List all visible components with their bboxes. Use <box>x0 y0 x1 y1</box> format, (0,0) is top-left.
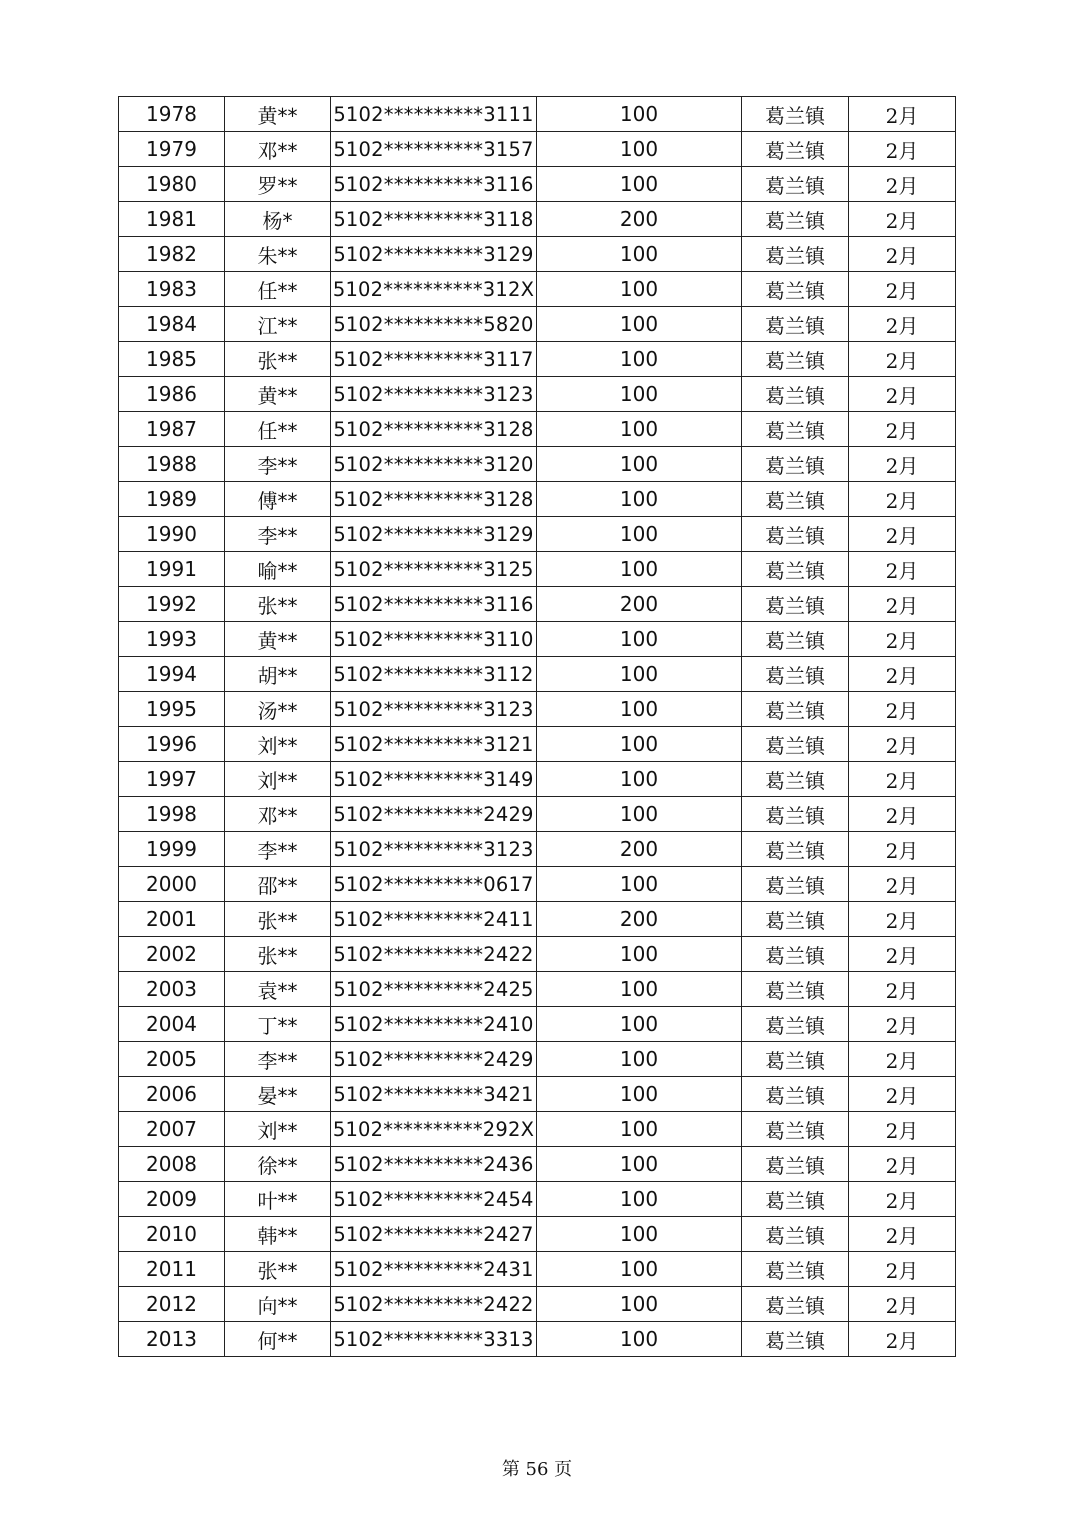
name-cell: 李** <box>225 832 331 867</box>
month-cell: 2月 <box>849 272 956 307</box>
amount-cell: 100 <box>537 692 742 727</box>
town-cell: 葛兰镇 <box>742 447 849 482</box>
month-cell: 2月 <box>849 832 956 867</box>
amount-cell: 100 <box>537 1042 742 1077</box>
town-cell: 葛兰镇 <box>742 132 849 167</box>
month-cell: 2月 <box>849 447 956 482</box>
month-cell: 2月 <box>849 482 956 517</box>
id-number-cell: 5102**********3121 <box>331 727 537 762</box>
amount-cell: 100 <box>537 762 742 797</box>
serial-number-cell: 2003 <box>119 972 225 1007</box>
town-cell: 葛兰镇 <box>742 657 849 692</box>
town-cell: 葛兰镇 <box>742 482 849 517</box>
table-row <box>119 1217 956 1252</box>
id-number-cell: 5102**********3128 <box>331 482 537 517</box>
month-cell: 2月 <box>849 1147 956 1182</box>
id-number-cell: 5102**********3128 <box>331 412 537 447</box>
table-row <box>119 1252 956 1287</box>
amount-cell: 100 <box>537 447 742 482</box>
table-row <box>119 202 956 237</box>
id-number-cell: 5102**********3116 <box>331 167 537 202</box>
serial-number-cell: 1986 <box>119 377 225 412</box>
month-cell: 2月 <box>849 1252 956 1287</box>
month-cell: 2月 <box>849 1112 956 1147</box>
amount-cell: 100 <box>537 517 742 552</box>
amount-cell: 100 <box>537 1147 742 1182</box>
id-number-cell: 5102**********3110 <box>331 622 537 657</box>
town-cell: 葛兰镇 <box>742 1077 849 1112</box>
serial-number-cell: 1996 <box>119 727 225 762</box>
serial-number-cell: 1978 <box>119 97 225 132</box>
serial-number-cell: 1981 <box>119 202 225 237</box>
table-row <box>119 377 956 412</box>
name-cell: 晏** <box>225 1077 331 1112</box>
table-row <box>119 342 956 377</box>
name-cell: 李** <box>225 1042 331 1077</box>
table-row <box>119 622 956 657</box>
amount-cell: 100 <box>537 1287 742 1322</box>
id-number-cell: 5102**********2422 <box>331 937 537 972</box>
id-number-cell: 5102**********3123 <box>331 377 537 412</box>
serial-number-cell: 1995 <box>119 692 225 727</box>
name-cell: 向** <box>225 1287 331 1322</box>
month-cell: 2月 <box>849 552 956 587</box>
id-number-cell: 5102**********3116 <box>331 587 537 622</box>
town-cell: 葛兰镇 <box>742 1252 849 1287</box>
table-row <box>119 972 956 1007</box>
id-number-cell: 5102**********3117 <box>331 342 537 377</box>
table-row <box>119 1112 956 1147</box>
table-row <box>119 412 956 447</box>
table-row <box>119 937 956 972</box>
serial-number-cell: 1997 <box>119 762 225 797</box>
serial-number-cell: 1980 <box>119 167 225 202</box>
month-cell: 2月 <box>849 412 956 447</box>
name-cell: 张** <box>225 937 331 972</box>
id-number-cell: 5102**********2429 <box>331 797 537 832</box>
name-cell: 韩** <box>225 1217 331 1252</box>
amount-cell: 100 <box>537 797 742 832</box>
id-number-cell: 5102**********3129 <box>331 517 537 552</box>
id-number-cell: 5102**********2410 <box>331 1007 537 1042</box>
serial-number-cell: 1989 <box>119 482 225 517</box>
table-row <box>119 762 956 797</box>
month-cell: 2月 <box>849 692 956 727</box>
id-number-cell: 5102**********2436 <box>331 1147 537 1182</box>
serial-number-cell: 1990 <box>119 517 225 552</box>
month-cell: 2月 <box>849 1287 956 1322</box>
amount-cell: 200 <box>537 902 742 937</box>
town-cell: 葛兰镇 <box>742 727 849 762</box>
amount-cell: 100 <box>537 657 742 692</box>
id-number-cell: 5102**********3157 <box>331 132 537 167</box>
town-cell: 葛兰镇 <box>742 237 849 272</box>
name-cell: 喻** <box>225 552 331 587</box>
month-cell: 2月 <box>849 97 956 132</box>
id-number-cell: 5102**********292X <box>331 1112 537 1147</box>
serial-number-cell: 2005 <box>119 1042 225 1077</box>
amount-cell: 100 <box>537 972 742 1007</box>
month-cell: 2月 <box>849 972 956 1007</box>
table-row <box>119 1007 956 1042</box>
table-row <box>119 902 956 937</box>
table-row <box>119 272 956 307</box>
id-number-cell: 5102**********3313 <box>331 1322 537 1357</box>
table-row <box>119 1077 956 1112</box>
month-cell: 2月 <box>849 1077 956 1112</box>
id-number-cell: 5102**********3118 <box>331 202 537 237</box>
town-cell: 葛兰镇 <box>742 342 849 377</box>
town-cell: 葛兰镇 <box>742 902 849 937</box>
serial-number-cell: 2001 <box>119 902 225 937</box>
name-cell: 江** <box>225 307 331 342</box>
name-cell: 黄** <box>225 622 331 657</box>
page-number: 第 56 页 <box>501 1459 573 1480</box>
amount-cell: 100 <box>537 237 742 272</box>
serial-number-cell: 2011 <box>119 1252 225 1287</box>
table-row <box>119 1042 956 1077</box>
month-cell: 2月 <box>849 342 956 377</box>
amount-cell: 100 <box>537 97 742 132</box>
amount-cell: 100 <box>537 272 742 307</box>
serial-number-cell: 2004 <box>119 1007 225 1042</box>
serial-number-cell: 1993 <box>119 622 225 657</box>
town-cell: 葛兰镇 <box>742 832 849 867</box>
month-cell: 2月 <box>849 622 956 657</box>
name-cell: 邵** <box>225 867 331 902</box>
id-number-cell: 5102**********3149 <box>331 762 537 797</box>
amount-cell: 100 <box>537 622 742 657</box>
table-row <box>119 1147 956 1182</box>
amount-cell: 100 <box>537 727 742 762</box>
name-cell: 邓** <box>225 132 331 167</box>
town-cell: 葛兰镇 <box>742 1217 849 1252</box>
amount-cell: 100 <box>537 132 742 167</box>
name-cell: 张** <box>225 902 331 937</box>
table-row <box>119 1287 956 1322</box>
month-cell: 2月 <box>849 1217 956 1252</box>
id-number-cell: 5102**********2422 <box>331 1287 537 1322</box>
serial-number-cell: 2012 <box>119 1287 225 1322</box>
name-cell: 杨* <box>225 202 331 237</box>
town-cell: 葛兰镇 <box>742 622 849 657</box>
town-cell: 葛兰镇 <box>742 412 849 447</box>
town-cell: 葛兰镇 <box>742 972 849 1007</box>
table-row <box>119 797 956 832</box>
name-cell: 任** <box>225 412 331 447</box>
month-cell: 2月 <box>849 307 956 342</box>
name-cell: 李** <box>225 447 331 482</box>
name-cell: 胡** <box>225 657 331 692</box>
table-body <box>119 97 956 1357</box>
name-cell: 张** <box>225 1252 331 1287</box>
amount-cell: 100 <box>537 1182 742 1217</box>
month-cell: 2月 <box>849 797 956 832</box>
table-row <box>119 1322 956 1357</box>
table-row <box>119 97 956 132</box>
table-row <box>119 832 956 867</box>
month-cell: 2月 <box>849 132 956 167</box>
town-cell: 葛兰镇 <box>742 797 849 832</box>
amount-cell: 100 <box>537 1007 742 1042</box>
name-cell: 黄** <box>225 377 331 412</box>
id-number-cell: 5102**********5820 <box>331 307 537 342</box>
amount-cell: 200 <box>537 202 742 237</box>
serial-number-cell: 2002 <box>119 937 225 972</box>
serial-number-cell: 1994 <box>119 657 225 692</box>
month-cell: 2月 <box>849 587 956 622</box>
name-cell: 刘** <box>225 762 331 797</box>
town-cell: 葛兰镇 <box>742 167 849 202</box>
serial-number-cell: 1979 <box>119 132 225 167</box>
name-cell: 刘** <box>225 727 331 762</box>
town-cell: 葛兰镇 <box>742 1007 849 1042</box>
town-cell: 葛兰镇 <box>742 1147 849 1182</box>
town-cell: 葛兰镇 <box>742 867 849 902</box>
amount-cell: 100 <box>537 1252 742 1287</box>
serial-number-cell: 1984 <box>119 307 225 342</box>
name-cell: 任** <box>225 272 331 307</box>
table-row <box>119 867 956 902</box>
month-cell: 2月 <box>849 727 956 762</box>
name-cell: 张** <box>225 342 331 377</box>
month-cell: 2月 <box>849 167 956 202</box>
serial-number-cell: 2013 <box>119 1322 225 1357</box>
table-row <box>119 587 956 622</box>
name-cell: 李** <box>225 517 331 552</box>
month-cell: 2月 <box>849 1182 956 1217</box>
serial-number-cell: 1998 <box>119 797 225 832</box>
month-cell: 2月 <box>849 1007 956 1042</box>
serial-number-cell: 1991 <box>119 552 225 587</box>
amount-cell: 100 <box>537 167 742 202</box>
id-number-cell: 5102**********2425 <box>331 972 537 1007</box>
month-cell: 2月 <box>849 657 956 692</box>
id-number-cell: 5102**********3111 <box>331 97 537 132</box>
town-cell: 葛兰镇 <box>742 517 849 552</box>
amount-cell: 100 <box>537 867 742 902</box>
amount-cell: 200 <box>537 587 742 622</box>
serial-number-cell: 1983 <box>119 272 225 307</box>
name-cell: 张** <box>225 587 331 622</box>
id-number-cell: 5102**********0617 <box>331 867 537 902</box>
town-cell: 葛兰镇 <box>742 377 849 412</box>
town-cell: 葛兰镇 <box>742 762 849 797</box>
table-row <box>119 552 956 587</box>
serial-number-cell: 1982 <box>119 237 225 272</box>
month-cell: 2月 <box>849 237 956 272</box>
serial-number-cell: 2000 <box>119 867 225 902</box>
table-row <box>119 727 956 762</box>
amount-cell: 100 <box>537 307 742 342</box>
name-cell: 黄** <box>225 97 331 132</box>
id-number-cell: 5102**********2454 <box>331 1182 537 1217</box>
month-cell: 2月 <box>849 762 956 797</box>
id-number-cell: 5102**********3120 <box>331 447 537 482</box>
month-cell: 2月 <box>849 1322 956 1357</box>
amount-cell: 100 <box>537 1217 742 1252</box>
amount-cell: 100 <box>537 412 742 447</box>
id-number-cell: 5102**********2429 <box>331 1042 537 1077</box>
month-cell: 2月 <box>849 1042 956 1077</box>
name-cell: 汤** <box>225 692 331 727</box>
table-row <box>119 237 956 272</box>
id-number-cell: 5102**********2431 <box>331 1252 537 1287</box>
name-cell: 袁** <box>225 972 331 1007</box>
serial-number-cell: 1988 <box>119 447 225 482</box>
serial-number-cell: 2006 <box>119 1077 225 1112</box>
table-row <box>119 132 956 167</box>
serial-number-cell: 1992 <box>119 587 225 622</box>
serial-number-cell: 1985 <box>119 342 225 377</box>
town-cell: 葛兰镇 <box>742 307 849 342</box>
serial-number-cell: 1999 <box>119 832 225 867</box>
name-cell: 刘** <box>225 1112 331 1147</box>
table-row <box>119 307 956 342</box>
table-row <box>119 692 956 727</box>
month-cell: 2月 <box>849 517 956 552</box>
serial-number-cell: 1987 <box>119 412 225 447</box>
town-cell: 葛兰镇 <box>742 937 849 972</box>
town-cell: 葛兰镇 <box>742 1182 849 1217</box>
month-cell: 2月 <box>849 202 956 237</box>
table-row <box>119 167 956 202</box>
id-number-cell: 5102**********3421 <box>331 1077 537 1112</box>
name-cell: 徐** <box>225 1147 331 1182</box>
name-cell: 邓** <box>225 797 331 832</box>
amount-cell: 100 <box>537 937 742 972</box>
amount-cell: 100 <box>537 377 742 412</box>
id-number-cell: 5102**********2427 <box>331 1217 537 1252</box>
amount-cell: 100 <box>537 1112 742 1147</box>
town-cell: 葛兰镇 <box>742 272 849 307</box>
serial-number-cell: 2008 <box>119 1147 225 1182</box>
name-cell: 罗** <box>225 167 331 202</box>
town-cell: 葛兰镇 <box>742 1042 849 1077</box>
amount-cell: 100 <box>537 552 742 587</box>
name-cell: 傅** <box>225 482 331 517</box>
subsidy-roster-table <box>118 96 956 1357</box>
name-cell: 叶** <box>225 1182 331 1217</box>
name-cell: 朱** <box>225 237 331 272</box>
town-cell: 葛兰镇 <box>742 587 849 622</box>
table-row <box>119 447 956 482</box>
town-cell: 葛兰镇 <box>742 1287 849 1322</box>
month-cell: 2月 <box>849 902 956 937</box>
amount-cell: 100 <box>537 1077 742 1112</box>
amount-cell: 100 <box>537 482 742 517</box>
id-number-cell: 5102**********3112 <box>331 657 537 692</box>
id-number-cell: 5102**********3123 <box>331 692 537 727</box>
town-cell: 葛兰镇 <box>742 552 849 587</box>
id-number-cell: 5102**********3125 <box>331 552 537 587</box>
table-row <box>119 1182 956 1217</box>
amount-cell: 100 <box>537 1322 742 1357</box>
month-cell: 2月 <box>849 867 956 902</box>
id-number-cell: 5102**********312X <box>331 272 537 307</box>
id-number-cell: 5102**********3123 <box>331 832 537 867</box>
town-cell: 葛兰镇 <box>742 692 849 727</box>
amount-cell: 200 <box>537 832 742 867</box>
month-cell: 2月 <box>849 377 956 412</box>
serial-number-cell: 2010 <box>119 1217 225 1252</box>
table-row <box>119 482 956 517</box>
name-cell: 丁** <box>225 1007 331 1042</box>
amount-cell: 100 <box>537 342 742 377</box>
town-cell: 葛兰镇 <box>742 97 849 132</box>
id-number-cell: 5102**********2411 <box>331 902 537 937</box>
name-cell: 何** <box>225 1322 331 1357</box>
table-row <box>119 657 956 692</box>
id-number-cell: 5102**********3129 <box>331 237 537 272</box>
table-row <box>119 517 956 552</box>
serial-number-cell: 2009 <box>119 1182 225 1217</box>
month-cell: 2月 <box>849 937 956 972</box>
town-cell: 葛兰镇 <box>742 202 849 237</box>
serial-number-cell: 2007 <box>119 1112 225 1147</box>
town-cell: 葛兰镇 <box>742 1112 849 1147</box>
town-cell: 葛兰镇 <box>742 1322 849 1357</box>
